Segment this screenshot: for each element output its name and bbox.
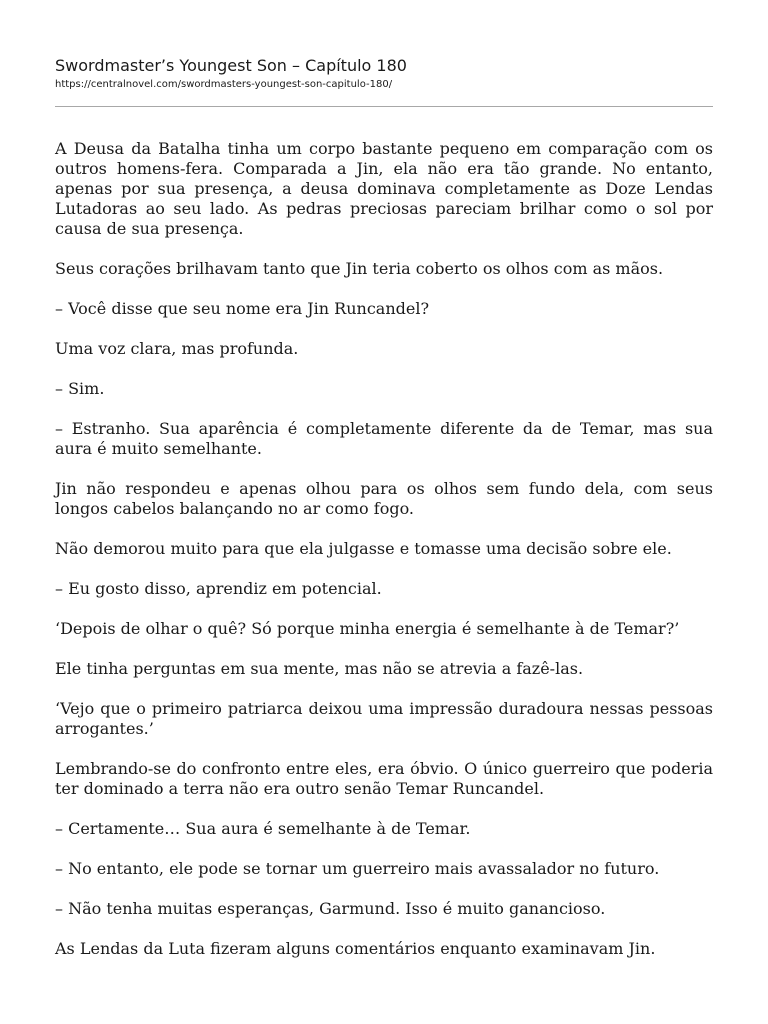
paragraph: Uma voz clara, mas profunda. <box>55 339 299 358</box>
document-title: Swordmaster’s Youngest Son – Capítulo 180 <box>55 56 407 75</box>
header-divider <box>55 106 713 107</box>
paragraph: ‘Depois de olhar o quê? Só porque minha energia é semelhante à de Temar?’ <box>55 619 680 638</box>
paragraph: – Estranho. Sua aparência é completamente diferente da de Temar, mas sua aura é muito semelhante. <box>55 419 713 458</box>
paragraph: Jin não respondeu e apenas olhou para os olhos sem fundo dela, com seus longos cabelos balançando no ar como fogo. <box>55 479 713 518</box>
paragraph: – Sim. <box>55 379 105 398</box>
document-url: https://centralnovel.com/swordmasters-youngest-son-capitulo-180/ <box>55 79 393 90</box>
paragraph: Ele tinha perguntas em sua mente, mas não se atrevia a fazê-las. <box>55 659 584 678</box>
paragraph: As Lendas da Luta fizeram alguns comentários enquanto examinavam Jin. <box>55 939 656 958</box>
paragraph: A Deusa da Batalha tinha um corpo bastante pequeno em comparação com os outros homens-fera. Comparada a Jin, ela não era tão grande. No entanto, apenas por sua presença, a deusa dominava completamente as Doze Lendas Lutadoras ao seu lado. As pedras preciosas pareciam brilhar como o sol por causa de sua presença. <box>55 139 713 238</box>
paragraph: – Certamente… Sua aura é semelhante à de Temar. <box>55 819 471 838</box>
paragraph: – Você disse que seu nome era Jin Runcandel? <box>55 299 430 318</box>
paragraph: ‘Vejo que o primeiro patriarca deixou uma impressão duradoura nessas pessoas arrogantes.’ <box>55 699 713 738</box>
paragraph: – Eu gosto disso, aprendiz em potencial. <box>55 579 382 598</box>
paragraph: – No entanto, ele pode se tornar um guerreiro mais avassalador no futuro. <box>55 859 660 878</box>
paragraph: Seus corações brilhavam tanto que Jin teria coberto os olhos com as mãos. <box>55 259 664 278</box>
paragraph: Lembrando-se do confronto entre eles, era óbvio. O único guerreiro que poderia ter dominado a terra não era outro senão Temar Runcandel. <box>55 759 713 798</box>
paragraph: Não demorou muito para que ela julgasse e tomasse uma decisão sobre ele. <box>55 539 672 558</box>
document-body <box>55 139 713 979</box>
paragraph: – Não tenha muitas esperanças, Garmund. Isso é muito ganancioso. <box>55 899 606 918</box>
